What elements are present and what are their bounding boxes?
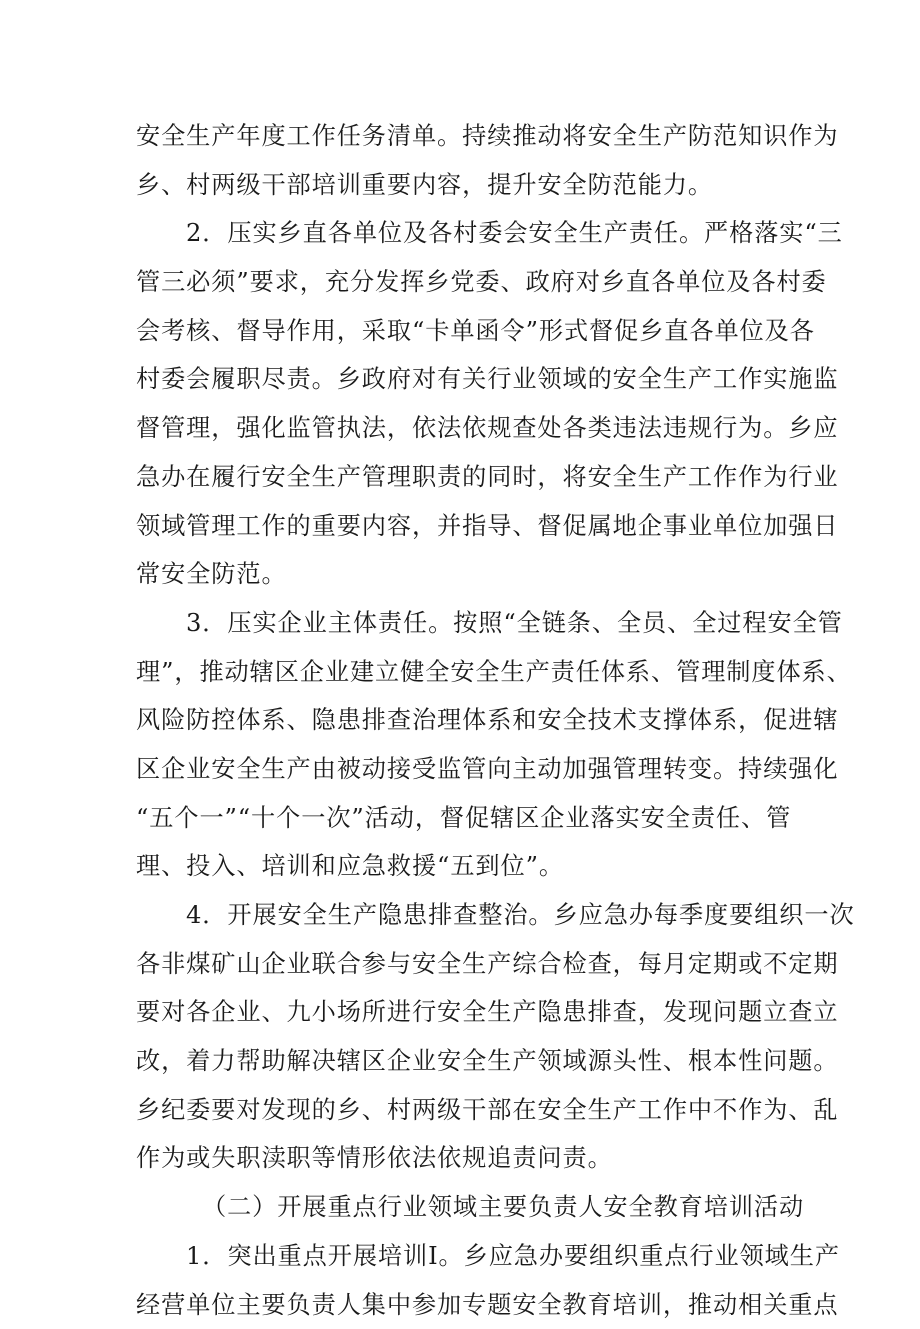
document-body xyxy=(136,112,786,1329)
text-line: 要对各企业、九小场所进行安全生产隐患排查，发现问题立查立 xyxy=(136,988,786,1037)
text-line: 常安全防范。 xyxy=(136,550,786,599)
paragraph xyxy=(136,891,786,1183)
text-line: 乡纪委要对发现的乡、村两级干部在安全生产工作中不作为、乱 xyxy=(136,1086,786,1135)
text-line: 区企业安全生产由被动接受监管向主动加强管理转变。持续强化 xyxy=(136,745,786,794)
paragraph xyxy=(136,112,786,209)
text-line: 理、投入、培训和应急救援“五到位”。 xyxy=(136,842,786,891)
paragraph xyxy=(136,209,786,599)
text-line: 管三必须”要求，充分发挥乡党委、政府对乡直各单位及各村委 xyxy=(136,258,786,307)
paragraph xyxy=(136,599,786,891)
text-line: 3．压实企业主体责任。按照“全链条、全员、全过程安全管 xyxy=(136,599,786,648)
text-line: 领域管理工作的重要内容，并指导、督促属地企事业单位加强日 xyxy=(136,502,786,551)
text-line: 改，着力帮助解决辖区企业安全生产领域源头性、根本性问题。 xyxy=(136,1037,786,1086)
text-line: 作为或失职渎职等情形依法依规追责问责。 xyxy=(136,1134,786,1183)
text-line: 风险防控体系、隐患排查治理体系和安全技术支撑体系，促进辖 xyxy=(136,696,786,745)
text-line: 急办在履行安全生产管理职责的同时，将安全生产工作作为行业 xyxy=(136,453,786,502)
text-line: （二）开展重点行业领域主要负责人安全教育培训活动 xyxy=(136,1183,786,1232)
text-line: 2．压实乡直各单位及各村委会安全生产责任。严格落实“三 xyxy=(136,209,786,258)
section-heading xyxy=(136,1183,786,1232)
text-line: 各非煤矿山企业联合参与安全生产综合检查，每月定期或不定期 xyxy=(136,940,786,989)
text-line: “五个一”“十个一次”活动，督促辖区企业落实安全责任、管 xyxy=(136,794,786,843)
text-line: 村委会履职尽责。乡政府对有关行业领域的安全生产工作实施监 xyxy=(136,355,786,404)
text-line: 乡、村两级干部培训重要内容，提升安全防范能力。 xyxy=(136,161,786,210)
text-line: 经营单位主要负责人集中参加专题安全教育培训，推动相关重点 xyxy=(136,1281,786,1329)
text-line: 理”，推动辖区企业建立健全安全生产责任体系、管理制度体系、 xyxy=(136,648,786,697)
text-line: 安全生产年度工作任务清单。持续推动将安全生产防范知识作为 xyxy=(136,112,786,161)
text-line: 督管理，强化监管执法，依法依规查处各类违法违规行为。乡应 xyxy=(136,404,786,453)
text-line: 会考核、督导作用，采取“卡单函令”形式督促乡直各单位及各 xyxy=(136,307,786,356)
paragraph xyxy=(136,1232,786,1329)
text-line: 4．开展安全生产隐患排查整治。乡应急办每季度要组织一次 xyxy=(136,891,786,940)
text-line: 1．突出重点开展培训I。乡应急办要组织重点行业领域生产 xyxy=(136,1232,786,1281)
